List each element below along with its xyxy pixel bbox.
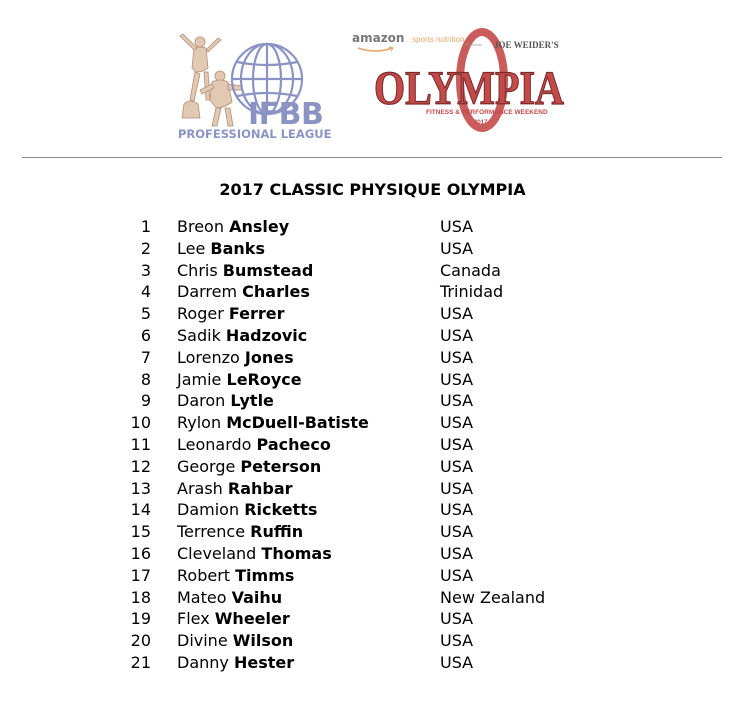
athlete-name [177,303,285,325]
athlete-row [0,652,750,674]
athlete-first-name: Cleveland [177,543,257,563]
athlete-row [0,608,750,630]
athlete-last-name: Wheeler [214,609,290,629]
athlete-number: 16 [130,543,151,563]
athlete-country: USA [440,631,474,651]
athlete-number: 6 [140,325,151,345]
athlete-first-name: Sadik [177,325,221,345]
athlete-roster [0,216,750,674]
athlete-last-name: Banks [210,238,265,258]
athlete-number: 20 [130,631,151,651]
athlete-number: 21 [130,652,151,672]
athlete-first-name: Darrem [177,282,238,302]
athlete-first-name: George [177,456,236,476]
athlete-first-name: Rylon [177,413,222,433]
athlete-row [0,281,750,303]
athlete-name [177,521,303,543]
athlete-number: 7 [140,347,151,367]
athlete-last-name: Hadzovic [225,325,308,345]
ifbb-subtitle: PROFESSIONAL LEAGUE [178,127,332,141]
athlete-last-name: Charles [242,282,310,302]
athlete-row [0,369,750,391]
athlete-row [0,260,750,282]
athlete-country: USA [440,565,474,585]
athlete-last-name: McDuell-Batiste [226,413,369,433]
athlete-country: USA [440,434,474,454]
athlete-row [0,390,750,412]
athlete-name [177,238,265,260]
athlete-country: USA [440,543,474,563]
athlete-number: 18 [130,587,151,607]
athlete-name [177,281,310,303]
athlete-last-name: Hester [233,652,295,672]
athlete-country: Canada [440,260,501,280]
athlete-country: USA [440,369,474,389]
athlete-row [0,478,750,500]
athlete-country: USA [440,522,474,542]
ifbb-logo [170,28,338,140]
athlete-country: USA [440,652,474,672]
athlete-number: 10 [130,413,151,433]
athlete-last-name: Ferrer [228,304,285,324]
athlete-number: 3 [140,260,151,280]
athlete-last-name: Bumstead [222,260,314,280]
athlete-name [177,499,317,521]
athlete-name [177,608,290,630]
athlete-last-name: Wilson [232,631,294,651]
athlete-number: 9 [140,391,151,411]
athlete-name [177,260,313,282]
athlete-row [0,238,750,260]
athlete-name [177,412,369,434]
olympia-year: 2017 [474,120,488,126]
athlete-first-name: Leonardo [177,434,252,454]
athlete-number: 13 [130,478,151,498]
amazon-tagline: sports nutrition [412,35,465,44]
athlete-number: 14 [130,500,151,520]
athlete-country: USA [440,478,474,498]
athlete-first-name: Divine [177,631,228,651]
athlete-country: USA [440,304,474,324]
athlete-number: 19 [130,609,151,629]
athlete-number: 2 [140,238,151,258]
athlete-row [0,303,750,325]
athlete-last-name: Ruffin [250,522,304,542]
athlete-country: USA [440,500,474,520]
athlete-row [0,456,750,478]
athlete-last-name: Jones [244,347,294,367]
athlete-name [177,456,321,478]
athlete-first-name: Robert [177,565,231,585]
athlete-name [177,434,331,456]
athlete-country: USA [440,325,474,345]
athlete-country: USA [440,347,474,367]
athlete-name [177,543,332,565]
athlete-name [177,587,282,609]
athlete-first-name: Arash [177,478,223,498]
athlete-last-name: Lytle [230,391,274,411]
athlete-number: 1 [140,217,151,236]
page-title: 2017 CLASSIC PHYSIQUE OLYMPIA [219,180,526,199]
ifbb-wordmark: IFBB [248,97,324,132]
athlete-number: 12 [130,456,151,476]
header-divider [22,157,722,158]
athlete-name [177,216,289,238]
athlete-name [177,565,294,587]
athlete-first-name: Chris [177,260,218,280]
athlete-row [0,543,750,565]
athlete-last-name: Thomas [261,543,332,563]
athlete-first-name: Terrence [177,522,246,542]
athlete-row [0,412,750,434]
athlete-first-name: Flex [177,609,210,629]
athlete-last-name: Pacheco [256,434,331,454]
amazon-wordmark: amazon [352,31,405,45]
athlete-row [0,434,750,456]
olympia-subline: FITNESS & PERFORMANCE WEEKEND [426,109,548,116]
athlete-row [0,499,750,521]
athlete-last-name: Vaihu [231,587,283,607]
athlete-country: USA [440,609,474,629]
athlete-first-name: Mateo [177,587,227,607]
athlete-country: USA [440,238,474,258]
athlete-row [0,216,750,238]
athlete-row [0,587,750,609]
athlete-last-name: Ansley [229,217,290,236]
athlete-first-name: Roger [177,304,224,324]
athlete-first-name: Lee [177,238,206,258]
athlete-last-name: Timms [235,565,295,585]
athlete-first-name: Jamie [177,369,222,389]
athlete-country: New Zealand [440,587,546,607]
athlete-row [0,565,750,587]
athlete-last-name: Peterson [240,456,322,476]
athlete-row [0,630,750,652]
athlete-last-name: Rahbar [227,478,293,498]
athlete-country: USA [440,391,474,411]
athlete-first-name: Breon [177,217,224,236]
olympia-presents: Presents [466,42,482,47]
olympia-prefix: JOE WEIDER'S [494,40,559,50]
athlete-first-name: Lorenzo [177,347,240,367]
athlete-row [0,347,750,369]
athlete-country: Trinidad [440,282,504,302]
olympia-word: OLYMPIA [374,62,565,115]
athlete-row [0,325,750,347]
athlete-last-name: Ricketts [244,500,318,520]
athlete-country: USA [440,217,474,236]
athlete-country: USA [440,456,474,476]
athlete-row [0,521,750,543]
athlete-number: 11 [130,434,151,454]
athlete-name [177,652,294,674]
athlete-name [177,325,307,347]
athlete-name [177,478,293,500]
athlete-country: USA [440,413,474,433]
athlete-first-name: Danny [177,652,229,672]
athlete-first-name: Damion [177,500,240,520]
athlete-last-name: LeRoyce [226,369,302,389]
athlete-name [177,630,293,652]
olympia-wordmark [370,28,570,140]
athlete-number: 5 [140,304,151,324]
athlete-number: 8 [140,369,151,389]
athlete-name [177,390,274,412]
athlete-number: 4 [140,282,151,302]
olympia-logo [350,28,570,140]
athlete-name [177,347,294,369]
athlete-name [177,369,302,391]
athlete-number: 15 [130,522,151,542]
athlete-first-name: Daron [177,391,226,411]
athlete-number: 17 [130,565,151,585]
